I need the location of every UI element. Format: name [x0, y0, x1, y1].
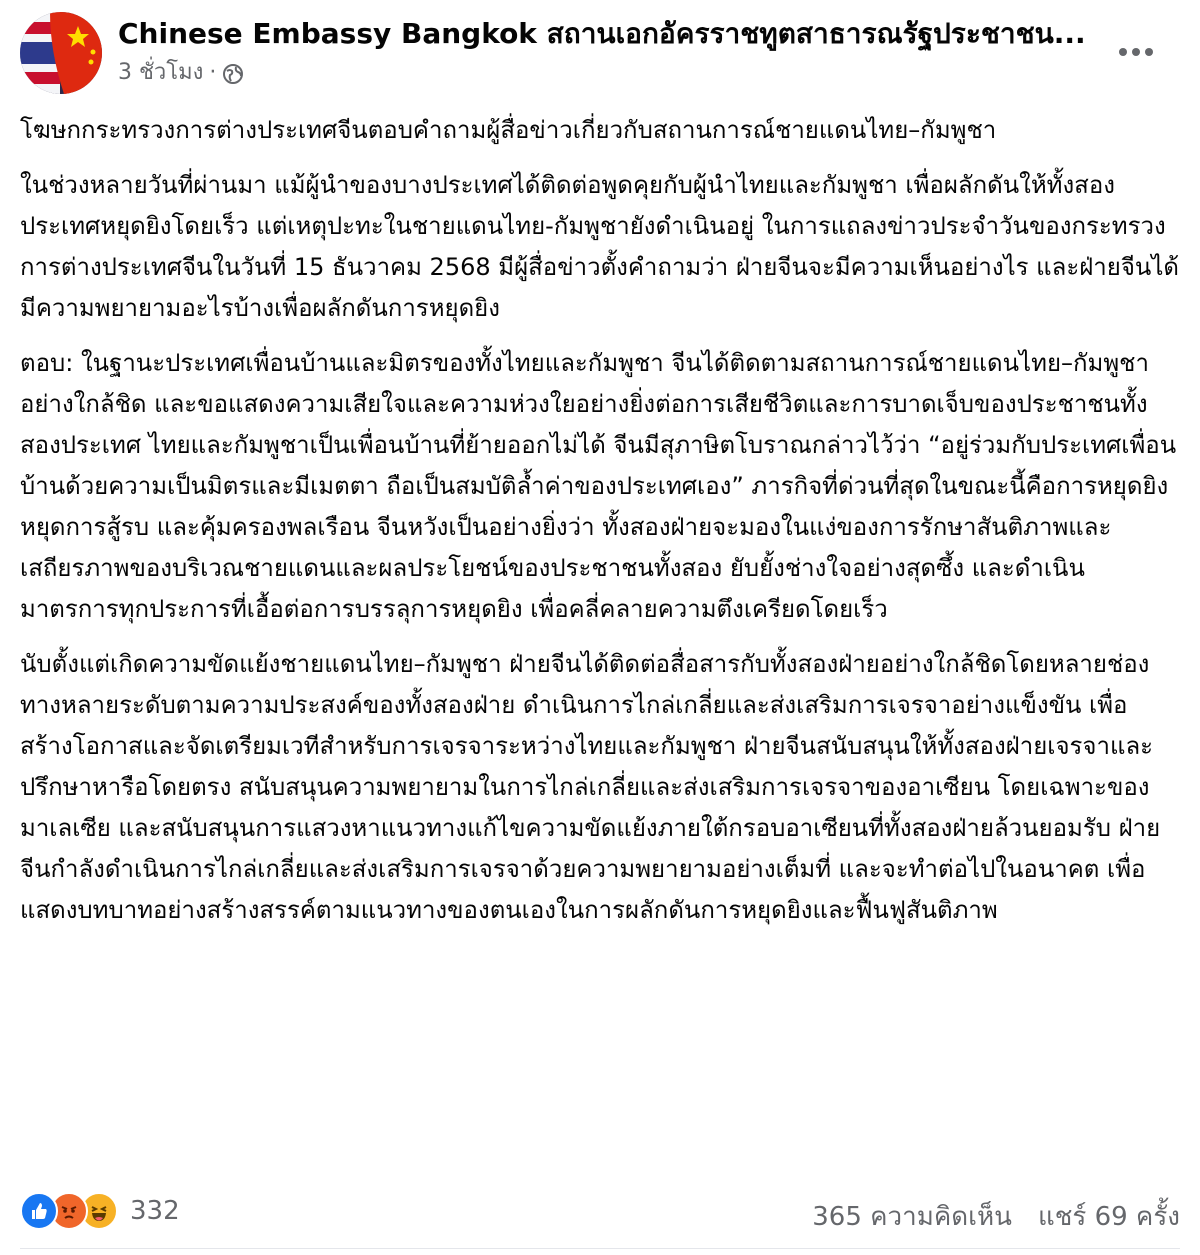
reactions-summary[interactable] — [20, 1192, 180, 1230]
comments-count-link[interactable]: 365 ความคิดเห็น — [812, 1202, 1012, 1232]
post-header — [20, 10, 1180, 96]
reaction-count: 332 — [130, 1196, 180, 1226]
more-dots-icon — [1118, 47, 1154, 57]
post-timestamp[interactable]: 3 ชั่วโมง — [118, 60, 204, 85]
like-icon — [20, 1192, 58, 1230]
post-paragraph-question: ในช่วงหลายวันที่ผ่านมา แม้ผู้นำของบางประเทศได้ติดต่อพูดคุยกับผู้นำไทยและกัมพูชา เพื่อผลักดันให้ทั้งสองประเทศหยุดยิงโดยเร็ว แต่เหตุปะทะในชายแดนไทย-กัมพูชายังดำเนินอยู่ ในการแถลงข่าวประจำวันของกระทรวงการต่างประเทศจีนในวันที่ 15 ธันวาคม 2568 มีผู้สื่อข่าวตั้งคำถามว่า ฝ่ายจีนจะมีความเห็นอย่างไร และฝ่ายจีนได้มีความพยายามอะไรบ้างเพื่อผลักดันการหยุดยิง — [20, 171, 1179, 322]
more-options-button[interactable] — [1108, 28, 1164, 76]
footer-divider — [20, 1248, 1180, 1249]
meta-separator: · — [209, 60, 217, 85]
globe-icon[interactable] — [222, 62, 244, 84]
post-text — [20, 110, 1180, 945]
post-paragraph-answer: ตอบ: ในฐานะประเทศเพื่อนบ้านและมิตรของทั้งไทยและกัมพูชา จีนได้ติดตามสถานการณ์ชายแดนไทย–กัมพูชาอย่างใกล้ชิด และขอแสดงความเสียใจและความห่วงใยอย่างยิ่งต่อการเสียชีวิตและการบาดเจ็บของประชาชนทั้งสองประเทศ ไทยและกัมพูชาเป็นเพื่อนบ้านที่ย้ายออกไม่ได้ จีนมีสุภาษิตโบราณกล่าวไว้ว่า “อยู่ร่วมกับประเทศเพื่อนบ้านด้วยความเป็นมิตรและมีเมตตา ถือเป็นสมบัติล้ำค่าของประเทศเอง” ภารกิจที่ด่วนที่สุดในขณะนี้คือการหยุดยิง หยุดการสู้รบ และคุ้มครองพลเรือน จีนหวังเป็นอย่างยิ่งว่า ทั้งสองฝ่ายจะมองในแง่ของการรักษาสันติภาพและเสถียรภาพของบริเวณชายแดนและผลประโยชน์ของประชาชนทั้งสอง ยับยั้งช่างใจอย่างสุดซึ้ง และดำเนินมาตรการทุกประการที่เอื้อต่อการบรรลุการหยุดยิง เพื่อคลี่คลายความตึงเครียดโดยเร็ว — [20, 349, 1177, 623]
page-avatar[interactable] — [20, 12, 102, 94]
page-name-link[interactable]: Chinese Embassy Bangkok สถานเอกอัครราชทูตสาธารณรัฐประชาชน... — [118, 17, 1086, 50]
post-footer — [20, 1188, 1180, 1236]
flag-avatar-icon — [20, 12, 102, 94]
post-stats — [812, 1196, 1180, 1237]
post-paragraph-mediation: นับตั้งแต่เกิดความขัดแย้งชายแดนไทย–กัมพูชา ฝ่ายจีนได้ติดต่อสื่อสารกับทั้งสองฝ่ายอย่างใกล้ชิดโดยหลายช่องทางหลายระดับตามความประสงค์ของทั้งสองฝ่าย ดำเนินการไกล่เกลี่ยและส่งเสริมการเจรจาอย่างแข็งขัน เพื่อสร้างโอกาสและจัดเตรียมเวทีสำหรับการเจรจาระหว่างไทยและกัมพูชา ฝ่ายจีนสนับสนุนให้ทั้งสองฝ่ายเจรจาและปรึกษาหารือโดยตรง สนับสนุนความพยายามในการไกล่เกลี่ยและส่งเสริมการเจรจาของอาเซียน โดยเฉพาะของมาเลเซีย และสนับสนุนการแสวงหาแนวทางแก้ไขความขัดแย้งภายใต้กรอบอาเซียนที่ทั้งสองฝ่ายล้วนยอมรับ ฝ่ายจีนกำลังดำเนินการไกล่เกลี่ยและส่งเสริมการเจรจาด้วยความพยายามอย่างเต็มที่ และจะทำต่อไปในอนาคต เพื่อแสดงบทบาทอย่างสร้างสรรค์ตามแนวทางของตนเองในการผลักดันการหยุดยิงและฟื้นฟูสันติภาพ — [20, 650, 1161, 924]
post-meta — [118, 56, 244, 90]
shares-count-link[interactable]: แชร์ 69 ครั้ง — [1037, 1202, 1180, 1232]
post-paragraph-headline: โฆษกกระทรวงการต่างประเทศจีนตอบคำถามผู้สื่อข่าวเกี่ยวกับสถานการณ์ชายแดนไทย–กัมพูชา — [20, 116, 997, 144]
